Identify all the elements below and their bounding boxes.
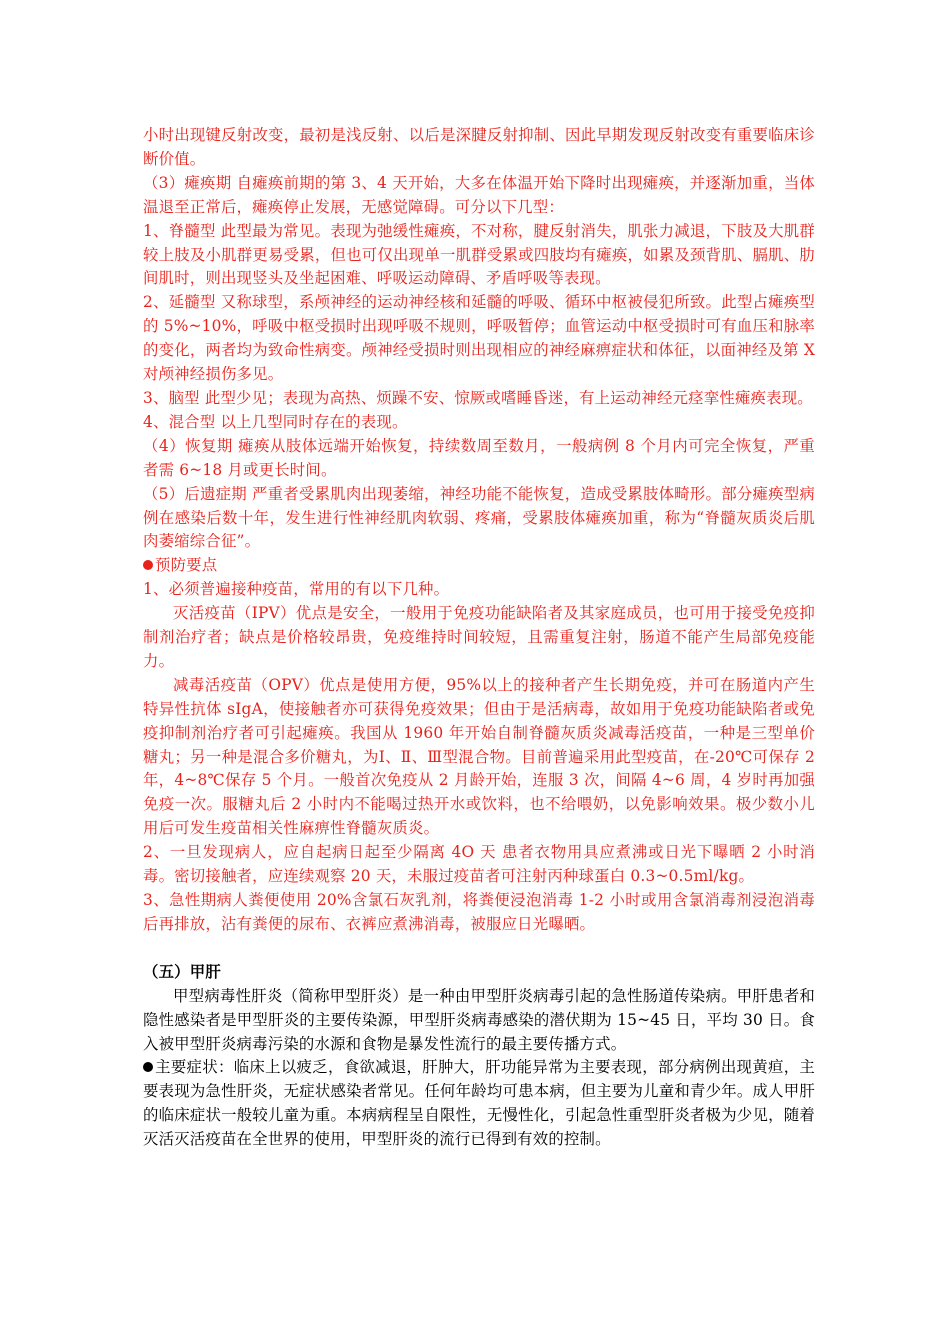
bullet-icon [143, 1062, 153, 1072]
paragraph-bulbar-type: 2、延髓型 又称球型，系颅神经的运动神经核和延髓的呼吸、循环中枢被侵犯所致。此型占瘫痪型的 5%~10%，呼吸中枢受损时出现呼吸不规则，呼吸暂停；血管运动中枢受损时可有血压和脉率的变化，两者均为致命性病变。颅神经受损时则出现相应的神经麻痹症状和体征，以面神经及第 X 对颅神经损伤多见。 [143, 293, 815, 384]
paragraph-opv: 减毒活疫苗（OPV）优点是使用方便，95%以上的接种者产生长期免疫，并可在肠道内产生特异性抗体 sIgA，使接触者亦可获得免疫效果；但由于是活病毒，故如用于免疫功能缺陷者或免疫抑制剂治疗者可引起瘫痪。我国从 1960 年开始自制脊髓灰质炎减毒活疫苗，一种是三型单价糖丸；另一种是混合多价糖丸，为Ⅰ、Ⅱ、Ⅲ型混合物。目前普遍采用此型疫苗，在-20℃可保存 2 年，4~8℃保存 5 个月。一般首次免疫从 2 月龄开始，连服 3 次，间隔 4~6 周，4 岁时再加强免疫一次。服糖丸后 2 小时内不能喝过热开水或饮料，也不给喂奶，以免影响效果。极少数小儿用后可发生疫苗相关性麻痹性脊髓灰质炎。 [143, 675, 815, 838]
prevention-heading-line [143, 554, 815, 578]
paragraph-recovery-stage: （4）恢复期 瘫痪从肢体远端开始恢复，持续数周至数月，一般病例 8 个月内可完全恢复，严重者需 6~18 月或更长时间。 [143, 436, 815, 479]
paragraph-paralysis-stage: （3）瘫痪期 自瘫痪前期的第 3、4 天开始，大多在体温开始下降时出现瘫痪，并逐渐加重，当体温退至正常后，瘫痪停止发展，无感觉障碍。可分以下几型： [143, 173, 815, 216]
prevention-heading: 预防要点 [155, 556, 218, 575]
paragraph-vaccination: 1、必须普遍接种疫苗，常用的有以下几种。 [143, 580, 450, 599]
paragraph-symptoms-line [143, 1056, 815, 1152]
paragraph-reflex-change: 小时出现键反射改变，最初是浅反射、以后是深腱反射抑制、因此早期发现反射改变有重要临床诊断价值。 [143, 126, 815, 168]
paragraph-isolation: 2、一旦发现病人，应自起病日起至少隔离 4O 天 患者衣物用具应煮沸或日光下曝晒 2 小时消毒。密切接触者，应连续观察 20 天，未服过疫苗者可注射丙种球蛋白 0.3~0.5ml/kg。 [143, 843, 815, 886]
paragraph-brain-type: 3、脑型 此型少见；表现为高热、烦躁不安、惊厥或嗜睡昏迷，有上运动神经元痉挛性瘫痪表现。 [143, 388, 813, 407]
paragraph-ipv: 灭活疫苗（IPV）优点是安全，一般用于免疫功能缺陷者及其家庭成员，也可用于接受免疫抑制剂治疗者；缺点是价格较昂贵，免疫维持时间较短，且需重复注射，肠道不能产生局部免疫能力。 [143, 604, 815, 670]
paragraph-hepatitis-a-intro: 甲型病毒性肝炎（简称甲型肝炎）是一种由甲型肝炎病毒引起的急性肠道传染病。甲肝患者和隐性感染者是甲型肝炎的主要传染源，甲型肝炎病毒感染的潜伏期为 15~45 日，平均 30 日。食入被甲型肝炎病毒污染的水源和食物是暴发性流行的最主要传播方式。 [143, 986, 815, 1053]
section-heading-hepatitis-a: （五）甲肝 [143, 962, 221, 981]
paragraph-mixed-type: 4、混合型 以上几型同时存在的表现。 [143, 412, 408, 431]
paragraph-spinal-type: 1、脊髓型 此型最为常见。表现为弛缓性瘫痪，不对称，腱反射消失，肌张力减退，下肢及大肌群较上肢及小肌群更易受累，但也可仅出现单一肌群受累或四肢均有瘫痪，如累及颈背肌、膈肌、肋间肌时，则出现竖头及坐起困难、呼吸运动障碍、矛盾呼吸等表现。 [143, 221, 815, 288]
paragraph-disinfection: 3、急性期病人粪便使用 20%含氯石灰乳剂，将粪便浸泡消毒 1-2 小时或用含氯消毒剂浸泡消毒后再排放，沾有粪便的尿布、衣裤应煮沸消毒，被服应日光曝晒。 [143, 891, 815, 933]
bullet-icon [143, 560, 153, 570]
section-spacer [143, 937, 815, 961]
document-page [143, 124, 815, 1152]
paragraph-sequelae-stage: （5）后遗症期 严重者受累肌肉出现萎缩，神经功能不能恢复，造成受累肢体畸形。部分瘫痪型病例在感染后数十年，发生进行性神经肌肉软弱、疼痛，受累肢体瘫痪加重，称为“脊髓灰质炎后肌肉萎缩综合征”。 [143, 484, 815, 551]
paragraph-hepatitis-a-symptoms: 主要症状：临床上以疲乏，食欲减退，肝肿大，肝功能异常为主要表现，部分病例出现黄疸，主要表现为急性肝炎，无症状感染者常见。任何年龄均可患本病，但主要为儿童和青少年。成人甲肝的临床症状一般较儿童为重。本病病程呈自限性，无慢性化，引起急性重型肝炎者极为少见，随着灭活灭活疫苗在全世界的使用，甲型肝炎的流行已得到有效的控制。 [143, 1058, 815, 1149]
